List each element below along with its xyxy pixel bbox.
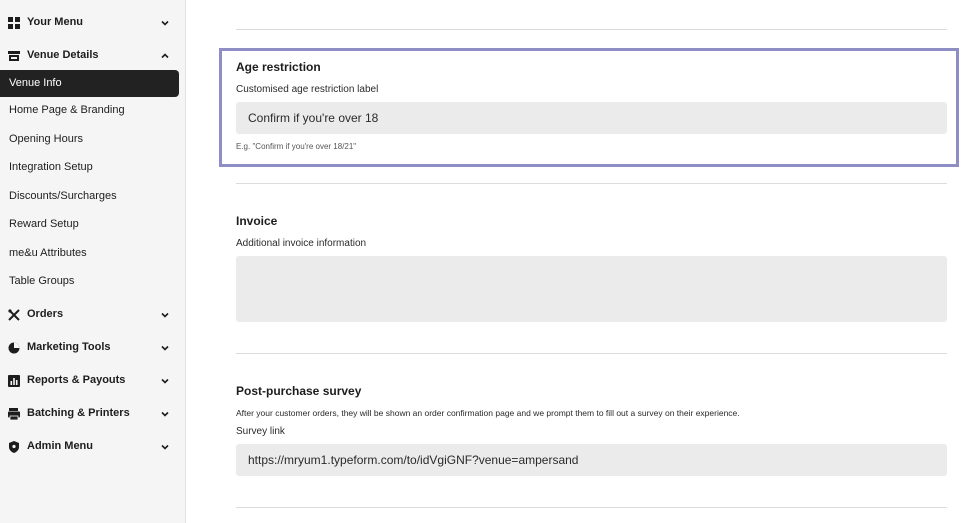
chevron-up-icon [160, 50, 170, 62]
age-restriction-help: E.g. "Confirm if you're over 18/21" [236, 142, 357, 151]
shield-icon [8, 441, 20, 453]
sidebar-section-label: Admin Menu [27, 440, 93, 452]
chevron-down-icon [160, 375, 170, 387]
sidebar-section-admin-menu[interactable] [0, 436, 186, 458]
section-divider [236, 507, 947, 508]
bar-chart-icon [8, 375, 20, 387]
age-restriction-title: Age restriction [236, 60, 321, 74]
sidebar-item-table-groups[interactable]: Table Groups [9, 275, 75, 287]
age-restriction-label: Customised age restriction label [236, 84, 379, 95]
chevron-down-icon [160, 441, 170, 453]
sidebar-section-marketing-tools[interactable] [0, 337, 186, 359]
sidebar-item-venue-info[interactable] [0, 70, 179, 97]
printer-icon [8, 408, 20, 420]
sidebar-item-integration-setup[interactable]: Integration Setup [9, 161, 93, 173]
sidebar-item-reward-setup[interactable]: Reward Setup [9, 218, 79, 230]
grid-icon [8, 17, 20, 29]
sidebar-section-your-menu[interactable] [0, 12, 186, 34]
utensils-icon [8, 309, 20, 321]
section-divider [236, 353, 947, 354]
sidebar-section-label: Your Menu [27, 16, 84, 28]
invoice-textarea[interactable] [236, 256, 947, 322]
sidebar-item-label: Venue Info [9, 77, 62, 89]
pie-chart-icon [8, 342, 20, 354]
chevron-down-icon [160, 408, 170, 420]
age-restriction-input[interactable] [236, 102, 947, 134]
sidebar-section-reports-payouts[interactable] [0, 370, 186, 392]
survey-link-label: Survey link [236, 426, 285, 437]
survey-link-input[interactable] [236, 444, 947, 476]
sidebar-item-meu-attributes[interactable]: me&u Attributes [9, 247, 87, 259]
section-divider [236, 183, 947, 184]
chevron-down-icon [160, 309, 170, 321]
sidebar-section-label: Batching & Printers [27, 407, 130, 419]
store-icon [8, 50, 20, 62]
sidebar [0, 0, 186, 523]
sidebar-section-batching-printers[interactable] [0, 403, 186, 425]
sidebar-section-orders[interactable] [0, 304, 186, 326]
chevron-down-icon [160, 342, 170, 354]
sidebar-section-label: Venue Details [27, 49, 99, 61]
invoice-label: Additional invoice information [236, 238, 367, 249]
sidebar-section-venue-details[interactable] [0, 45, 186, 67]
sidebar-section-label: Orders [27, 308, 64, 320]
section-divider [236, 29, 947, 30]
survey-title: Post-purchase survey [236, 384, 362, 398]
survey-description: After your customer orders, they will be shown an order confirmation page and we prompt them to fill out a survey on their experience. [236, 408, 740, 418]
sidebar-item-opening-hours[interactable]: Opening Hours [9, 133, 83, 145]
invoice-title: Invoice [236, 214, 278, 228]
sidebar-item-discounts-surcharges[interactable]: Discounts/Surcharges [9, 190, 117, 202]
sidebar-section-label: Reports & Payouts [27, 374, 126, 386]
sidebar-item-home-page-branding[interactable]: Home Page & Branding [9, 104, 125, 116]
chevron-down-icon [160, 17, 170, 29]
sidebar-section-label: Marketing Tools [27, 341, 111, 353]
